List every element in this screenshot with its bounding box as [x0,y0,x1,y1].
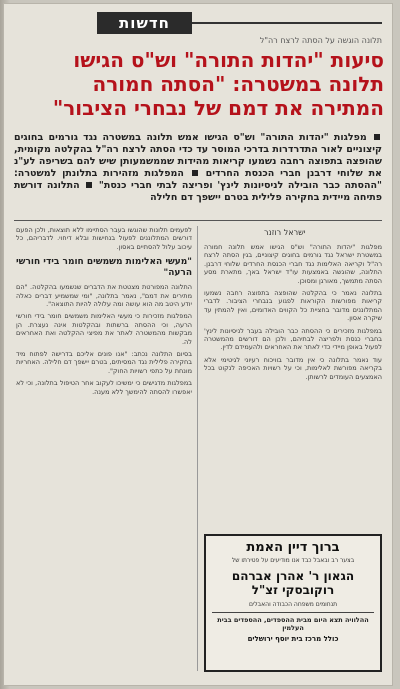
subhead-part-2: המפלגות מזהירות בתלונתן למשטרה: "ההסתה כבר הובילה לניסיונות לינץ' ופריצה לבתי חברי כנסת" [14,168,383,191]
notice-intro: בצער רב ובאבל כבד אנו מודיעים על פטירתו של [231,557,355,564]
notice-condolences: תנחומים משפחה הכבודה והאבלים [248,600,338,608]
notice-deceased-name: הגאון ר' אהרן אברהם רוקובסקי זצ"ל [231,568,355,597]
paragraph: לפעמים תלונות שהוגשו בעבר הסתיימו ללא תוצאות, ולכן הפעם דורשים המתלוננים לפעול בנחישות ובלא דיחוי. לדבריהם, כל עיכוב עלול להסתיים באסון. [16,226,192,251]
headline [12,48,384,120]
headline-line-2: תלונה במשטרה: "הסתה חמורה [92,72,384,96]
paragraph: עוד נאמר בתלונה כי אין מדובר בוויכוח רעיוני לגיטימי אלא בקריאה מפורשת לאלימות, וכי על רשויות האכיפה לנקוט בכל האמצעים העומדים לרשותן. [204,355,382,381]
paragraph: המפלגות מזכירות כי מעשי האלימות משמשים חומר בידי חורשי הרעה, וכי ההסתה ברשתות ובהקלטות אינה נעצרת. הן מבקשות מהמשטרה לאתר את מפיצי ההקלטה ואת האחראים לה. [16,312,192,346]
byline: ישראל רוזנר [264,228,306,237]
headline-line-3: המתירה את דמם של נבחרי הציבור" [52,96,384,120]
paragraph: במפלגות מזכירים כי ההסתה כבר הובילה בעבר לניסיונות לינץ' בחברי כנסת ולפריצה לבתיהם, ולכן הם דורשים מהמשטרה לפעול באופן מיידי כדי לאתר את האחראים ולהעמידם לדין. [204,326,382,352]
section-rule [192,22,382,24]
paragraph: במפלגות מדגישים כי ימשיכו לעקוב אחר הטיפול בתלונה, וכי לא יאפשרו להסתה להימשך ללא מענה. [16,379,192,396]
section-label: חדשות [97,12,192,34]
intertitle: "מעשי האלימות משמשים חומר בידי חורשי הרעה" [16,257,192,279]
notice-funeral-details: ההלוויה תצא היום מבית ההספדים, ההספדים בבית העלמין [212,612,374,632]
notice-title: ברוך דיין האמת [246,540,340,555]
column-divider [197,226,198,671]
kicker: תלונה הוגשה על הסתה לרצח רה"ל [259,36,382,45]
bullet-square-icon [86,182,92,188]
article-column-right [204,226,382,526]
bullet-square-icon [374,134,380,140]
paragraph: מפלגות "יהדות התורה" וש"ס הגישו אמש תלונה חמורה במשטרת ישראל נגד גורמים בחוגים קיצוניים, בגין הסתה לרצח רה"ל וקריאה האלימות נגד חברי הכנסת החרדים שלוחי דרבנן. התלונה, שהוגשה באמצעות עו"ד ישראל באך, מתארת מסע הסתה מתמשך, מאורגן ומסוכן. [204,243,382,285]
newspaper-page [4,4,392,685]
bullet-square-icon [192,170,198,176]
subhead-part-1: מפלגות "יהדות התורה" וש"ס הגישו אמש תלונה במשטרה נגד גורמים בחוגים קיצוניים לאור התדרדרות בדרכי המוסר עד כדי הסתה לרצח רה"ל בהקלטה מקומית, שהופצה בתפוצה רחבה נשמעו קריאות מהידות שממשמעותן שיש להם בשריפה לע"נ את שלוחי דרבנן חברי הכנסת החרדים [14,132,382,179]
notice-signature: כולל מרכז בית יוסף ירושלים [247,635,339,643]
subheadline [14,132,382,204]
paragraph: בתלונה נאמר כי בהקלטה שהופצה בתפוצה רחבה נשמעו קריאות מפורשות הקוראות לפגוע בנבחרי הציבור. לדברי המתלוננים מדובר בחציית כל הקווים האדומים, ואין להמתין עד שיקרה אסון. [204,289,382,323]
article-column-left [16,226,192,666]
condolence-notice [204,534,382,672]
headline-line-1: סיעות "יהדות התורה" וש"ס הגישו [73,48,384,72]
paragraph: התלונה המפורטת מצטטת את הדברים שנשמעו בהקלטה. "הם מתירים את דמם", נאמר בתלונה, "ומי שמשמיע דברים כאלה יודע היטב מה הוא עושה ומה עלולה להיות התוצאה". [16,283,192,309]
subhead-part-3: התלונה דורשת פתיחה מיידית בחקירה פלילית בטרם יישפך דם חלילה [14,180,382,203]
header-divider [14,220,382,221]
paragraph: בסיום התלונה נכתב: "אנו פונים אליכם בדרישה לפתוח מיד בחקירה פלילית נגד המסיתים, בטרם יישפך דם חלילה. האחריות מונחת על כתפי רשויות החוק". [16,350,192,375]
